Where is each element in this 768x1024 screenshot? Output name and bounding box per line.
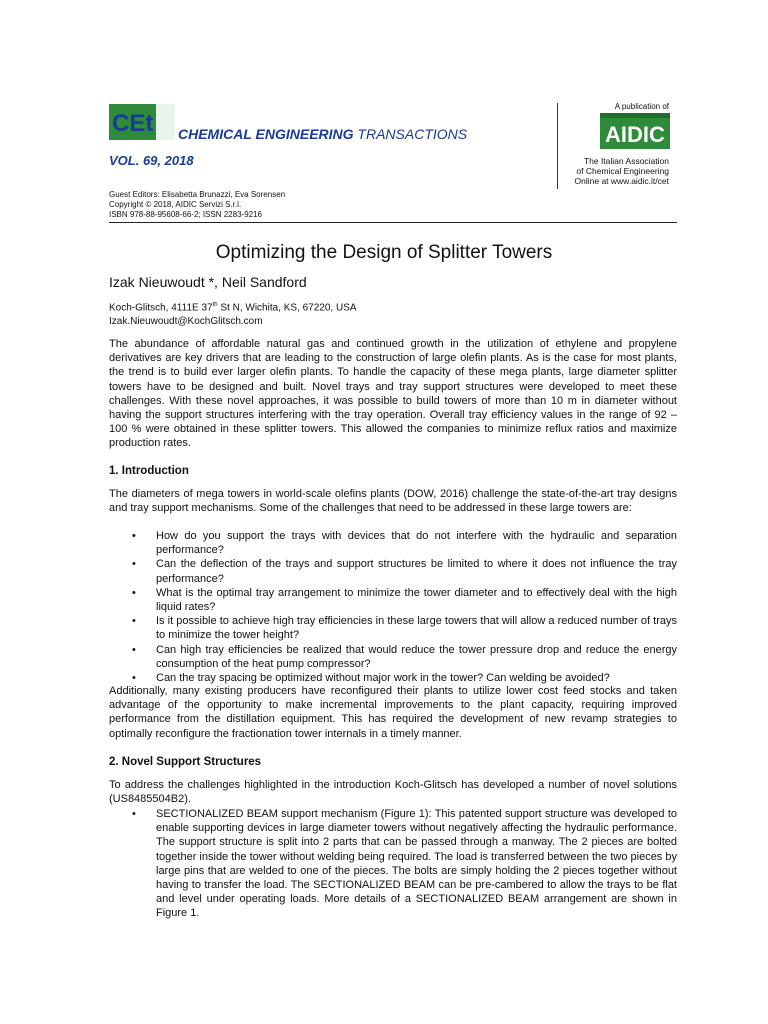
bullet-icon: • [132,586,136,599]
aidic-logo-text: AIDIC [605,122,665,147]
journal-name-bold: CHEMICAL ENGINEERING [178,126,354,142]
association-line: of Chemical Engineering [576,166,669,176]
introduction-closing-paragraph: Additionally, many existing producers have reconfigured their plants to utilize lower cost feed stocks and taken advantage of the opportunity to make incremental improvements to the plant capacity, requiring improved performance from the distillation equipment. This has required the development of new revamp strategies to optimally reconfigure the fractionation tower internals in a timely manner. [109,685,677,740]
list-item: • Can the tray spacing be optimized without major work in the tower? Can welding be avoided? [132,672,610,685]
section-heading-novel-support: 2. Novel Support Structures [109,756,262,768]
guest-editors: Guest Editors: Elisabetta Brunazzi, Eva Sorensen [109,190,286,199]
challenges-list [109,529,677,685]
journal-name-light: TRANSACTIONS [353,126,468,142]
author-email: Izak.Nieuwoudt@KochGlitsch.com [109,316,263,328]
bullet-icon: • [132,558,136,571]
bullet-icon: • [132,615,136,628]
abstract: The abundance of affordable natural gas and continued growth in the utilization of ethylene and propylene derivatives are key drivers that are leading to the construction of large olefin plants. As is the case for most plants, the trend is to build ever larger olefin plants. To handle the capacity of these mega plants, large diameter splitter towers have to be designed and built. Novel trays and tray support structures were developed to meet these challenges. With these novel approaches, it was possible to build towers of more than 10 m in diameter without having the support structures interfering with the tray operation. Overall tray efficiency values in the range of 92 – 100 % were obtained in these splitter towers. This allowed the companies to minimize reflux ratios and maximize production rates. [109,338,677,450]
list-item: • What is the optimal tray arrangement to minimize the tower diameter and to effectively deal with the high liquid rates? [132,586,677,614]
introduction-paragraph: The diameters of mega towers in world-scale olefins plants (DOW, 2016) challenge the state-of-the-art tray designs and tray support mechanisms. Some of the challenges that need to be addressed in these large towers are: [109,488,677,515]
list-item: • Can high tray efficiencies be realized that would reduce the tower pressure drop and reduce the energy consumption of the heat pump compressor? [132,643,677,670]
list-item: • SECTIONALIZED BEAM support mechanism (Figure 1): This patented support structure was developed to enable supporting devices in large diameter towers without negatively affecting the hydraulic performance. The support structure is split into 2 parts that can be passed through a manway. The 2 pieces are bolted together inside the tower without welding being required. The load is transferred between the two pieces by large pins that are welded to one of the pieces. The bolts are simply holding the 2 pieces together without having to transfer the load. The SECTIONALIZED BEAM can be pre-cambered to allow the trays to be flat and level under operating loads. More details of a SECTIONALIZED BEAM arrangement are shown in Figure 1. [132,808,677,920]
cet-logo-text: CEt [112,110,154,137]
editors-block [109,190,285,220]
cet-logo [109,104,175,140]
header-rule [109,222,677,223]
list-item: • Is it possible to achieve high tray efficiencies in these large towers that will allow a reduced number of trays to minimize the tower height? [132,615,677,642]
section-heading-introduction: 1. Introduction [109,465,189,477]
bullet-icon: • [132,643,136,656]
association-line: Online at www.aidic.it/cet [574,176,669,186]
journal-name [178,126,467,142]
affiliation: Koch-Glitsch, 4111E 37th St N, Wichita, KS, 67220, USA [109,302,357,314]
copyright: Copyright © 2018, AIDIC Servizi S.r.l. [109,200,242,209]
bullet-icon: • [132,808,136,820]
bullet-icon: • [132,672,136,685]
paper-title: Optimizing the Design of Splitter Towers [215,242,553,263]
authors: Izak Nieuwoudt *, Neil Sandford [109,274,307,290]
bullet-icon: • [132,530,136,542]
isbn-issn: ISBN 978-88-95608-66-2; ISSN 2283-9216 [109,210,262,219]
association-line: The Italian Association [583,156,669,166]
aidic-logo [600,113,670,149]
header-divider [557,103,558,189]
section2-intro-paragraph: To address the challenges highlighted in the introduction Koch-Glitsch has developed a number of novel solutions (US8485504B2). [109,779,677,806]
association-info [575,156,669,186]
solutions-list [109,807,677,921]
affiliation-block [109,298,357,329]
publication-of-label: A publication of [614,102,669,111]
list-item: • How do you support the trays with devices that do not interfere with the hydraulic and separation performance? [132,530,677,557]
list-item: • Can the deflection of the trays and support structures be limited to where it does not influence the tray performance? [132,558,677,585]
volume-label: VOL. 69, 2018 [109,153,194,168]
